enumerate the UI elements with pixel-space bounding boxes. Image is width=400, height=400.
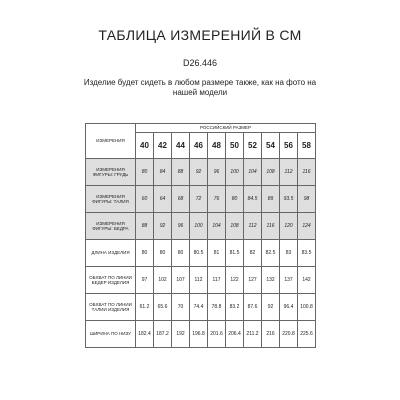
table-cell: 81 (208, 240, 226, 267)
table-cell: 97 (136, 267, 154, 294)
table-cell: 206.4 (226, 321, 244, 348)
table-row (86, 294, 316, 321)
table-cell: 87.6 (244, 294, 262, 321)
table-cell: 192 (172, 321, 190, 348)
table-cell: 88 (172, 159, 190, 186)
table-cell: 83 (280, 240, 298, 267)
row-label: ИЗМЕРЕНИЯ ФИГУРЫ: БЕДРА (86, 213, 136, 240)
size-cell: 54 (262, 133, 280, 159)
table-cell: 102 (154, 267, 172, 294)
table-cell: 225.6 (298, 321, 316, 348)
table-cell: 92 (190, 159, 208, 186)
size-system-row (86, 124, 316, 133)
table-row (86, 321, 316, 348)
table-cell: 82 (244, 240, 262, 267)
table-cell: 83.5 (298, 240, 316, 267)
size-cell: 58 (298, 133, 316, 159)
table-row (86, 159, 316, 186)
table-cell: 196.8 (190, 321, 208, 348)
table-cell: 80 (136, 240, 154, 267)
product-code: D26.446 (182, 58, 218, 68)
table-cell: 60 (136, 186, 154, 213)
table-cell: 98 (298, 186, 316, 213)
fit-note: Изделие будет сидеть в любом размере также, как на фото на нашей модели (83, 78, 317, 97)
table-cell: 65.6 (154, 294, 172, 321)
table-cell: 108 (262, 159, 280, 186)
table-row (86, 240, 316, 267)
size-cell: 46 (190, 133, 208, 159)
table-cell: 132 (262, 267, 280, 294)
table-cell: 80 (154, 240, 172, 267)
table-cell: 80 (226, 186, 244, 213)
table-cell: 120 (280, 213, 298, 240)
table-cell: 124 (298, 213, 316, 240)
table-cell: 84.5 (244, 186, 262, 213)
table-cell: 64 (154, 186, 172, 213)
measurements-header: ИЗМЕРЕНИЯ (86, 124, 136, 159)
size-cell: 48 (208, 133, 226, 159)
table-cell: 182.4 (136, 321, 154, 348)
table-cell: 104 (208, 213, 226, 240)
table-cell: 72 (190, 186, 208, 213)
size-cell: 42 (154, 133, 172, 159)
table-row (86, 213, 316, 240)
table-row (86, 186, 316, 213)
table-cell: 88 (136, 213, 154, 240)
size-cell: 40 (136, 133, 154, 159)
table-cell: 142 (298, 267, 316, 294)
table-cell: 117 (208, 267, 226, 294)
table-cell: 112 (244, 213, 262, 240)
table-cell: 122 (226, 267, 244, 294)
row-label: ШИРИНА ПО НИЗУ (86, 321, 136, 348)
table-cell: 112 (190, 267, 208, 294)
table-cell: 93.5 (280, 186, 298, 213)
table-cell: 81.5 (226, 240, 244, 267)
table-cell: 96 (172, 213, 190, 240)
table-cell: 107 (172, 267, 190, 294)
table-cell: 70 (172, 294, 190, 321)
table-cell: 80 (136, 159, 154, 186)
table-cell: 74.4 (190, 294, 208, 321)
size-cell: 56 (280, 133, 298, 159)
row-label: ИЗМЕРЕНИЯ ФИГУРЫ: ТАЛИЯ (86, 186, 136, 213)
table-cell: 78.8 (208, 294, 226, 321)
table-cell: 108 (226, 213, 244, 240)
table-cell: 84 (154, 159, 172, 186)
size-system-header: РОССИЙСКИЙ РАЗМЕР (136, 124, 316, 133)
table-cell: 89 (262, 186, 280, 213)
size-cell: 50 (226, 133, 244, 159)
page-title: ТАБЛИЦА ИЗМЕРЕНИЙ В СМ (98, 27, 302, 43)
row-label: ОБХВАТ ПО ЛИНИИ БЕДЕР ИЗДЕЛИЯ (86, 267, 136, 294)
table-cell: 76 (208, 186, 226, 213)
table-cell: 187.2 (154, 321, 172, 348)
table-cell: 211.2 (244, 321, 262, 348)
size-table (85, 123, 316, 348)
size-cell: 44 (172, 133, 190, 159)
table-cell: 100.8 (298, 294, 316, 321)
table-cell: 80.5 (190, 240, 208, 267)
table-cell: 104 (244, 159, 262, 186)
table-cell: 216 (262, 321, 280, 348)
table-cell: 100 (226, 159, 244, 186)
table-cell: 100 (190, 213, 208, 240)
size-cell: 52 (244, 133, 262, 159)
table-cell: 220.8 (280, 321, 298, 348)
table-cell: 80 (172, 240, 190, 267)
table-cell: 96 (208, 159, 226, 186)
table-cell: 82.5 (262, 240, 280, 267)
table-cell: 61.2 (136, 294, 154, 321)
table-cell: 96.4 (280, 294, 298, 321)
table-cell: 116 (298, 159, 316, 186)
table-cell: 83.2 (226, 294, 244, 321)
table-cell: 68 (172, 186, 190, 213)
row-label: ИЗМЕРЕНИЯ ФИГУРЫ: ГРУДЬ (86, 159, 136, 186)
table-cell: 92 (154, 213, 172, 240)
table-cell: 127 (244, 267, 262, 294)
table-cell: 112 (280, 159, 298, 186)
table-cell: 92 (262, 294, 280, 321)
table-row (86, 267, 316, 294)
table-cell: 116 (262, 213, 280, 240)
row-label: ОБХВАТ ПО ЛИНИИ ТАЛИИ ИЗДЕЛИЯ (86, 294, 136, 321)
row-label: ДЛИНА ИЗДЕЛИЯ (86, 240, 136, 267)
table-cell: 201.6 (208, 321, 226, 348)
table-cell: 137 (280, 267, 298, 294)
